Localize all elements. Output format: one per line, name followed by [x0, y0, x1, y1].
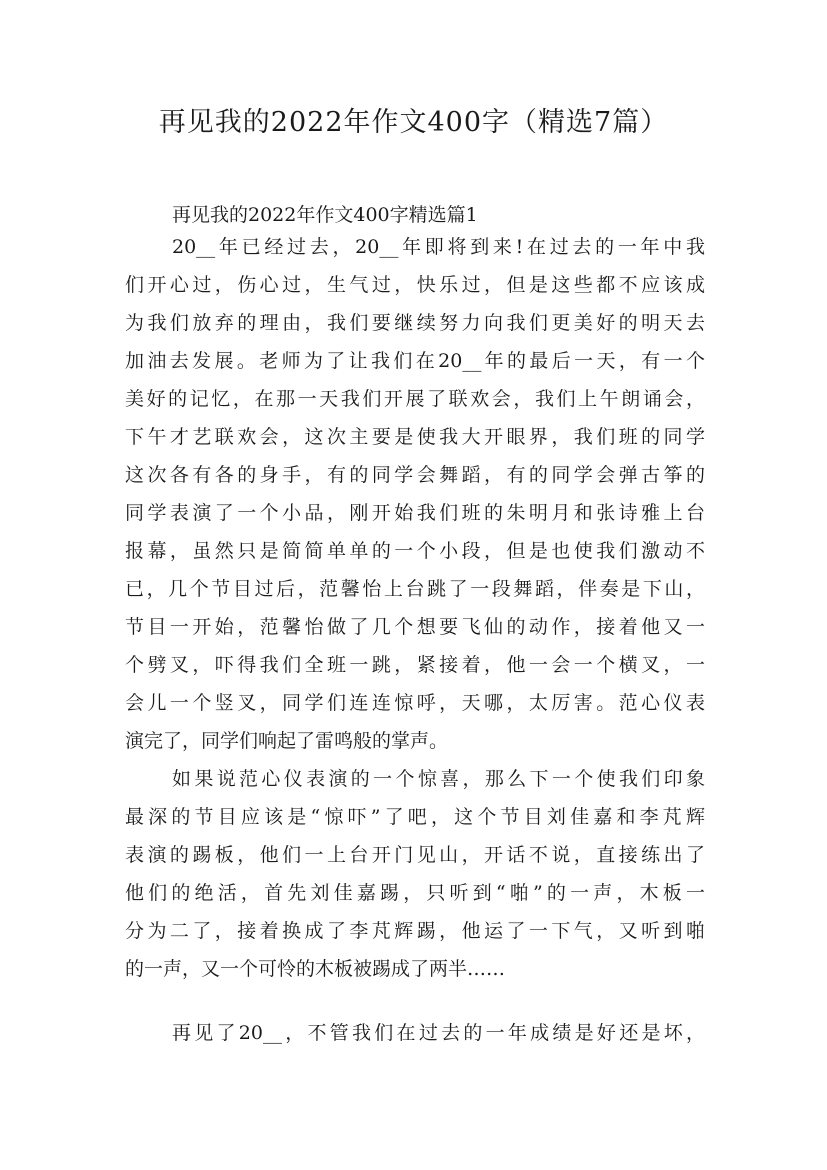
- paragraph-line: 为我们放弃的理由，我们要继续努力向我们更美好的明天去: [125, 312, 705, 334]
- paragraph-1: [125, 228, 705, 760]
- paragraph-line: 报幕，虽然只是简简单单的一个小段，但是也使我们激动不: [125, 540, 705, 562]
- paragraph-line: 们开心过，伤心过，生气过，快乐过，但是这些都不应该成: [125, 274, 705, 296]
- section-heading: 再见我的2022年作文400字精选篇1: [172, 204, 478, 226]
- paragraph-line: 个劈叉，吓得我们全班一跳，紧接着，他一会一个横叉，一: [125, 654, 705, 676]
- paragraph-line: 演完了，同学们响起了雷鸣般的掌声。: [125, 730, 449, 752]
- paragraph-line: 的一声，又一个可怜的木板被踢成了两半……: [125, 958, 506, 980]
- paragraph-line: 表演的踢板，他们一上台开门见山，开话不说，直接练出了: [125, 844, 705, 866]
- paragraph-line: 美好的记忆，在那一天我们开展了联欢会，我们上午朗诵会，: [125, 388, 705, 410]
- paragraph-line: 这次各有各的身手，有的同学会舞蹈，有的同学会弹古筝的: [125, 464, 705, 486]
- paragraph-line: 最深的节目应该是“惊吓”了吧，这个节目刘佳嘉和李芃辉: [125, 806, 705, 828]
- paragraph-line: 分为二了，接着换成了李芃辉踢，他运了一下气，又听到啪: [125, 920, 705, 942]
- document-title: 再见我的2022年作文400字（精选7篇）: [158, 107, 669, 138]
- paragraph-line: 会儿一个竖叉，同学们连连惊呼，天哪，太厉害。范心仪表: [125, 692, 705, 714]
- paragraph-2: [125, 760, 705, 988]
- paragraph-3: [125, 1014, 705, 1052]
- paragraph-line: 再见了20__，不管我们在过去的一年成绩是好还是坏，: [172, 1022, 705, 1044]
- paragraph-line: 20__年已经过去，20__年即将到来!在过去的一年中我: [172, 236, 705, 258]
- paragraph-line: 节目一开始，范馨怡做了几个想要飞仙的动作，接着他又一: [125, 616, 705, 638]
- paragraph-line: 下午才艺联欢会，这次主要是使我大开眼界，我们班的同学: [125, 426, 705, 448]
- paragraph-line: 加油去发展。老师为了让我们在20__年的最后一天，有一个: [125, 350, 705, 372]
- paragraph-line: 他们的绝活，首先刘佳嘉踢，只听到“啪”的一声，木板一: [125, 882, 705, 904]
- paragraph-line: 如果说范心仪表演的一个惊喜，那么下一个使我们印象: [172, 768, 705, 790]
- paragraph-line: 同学表演了一个小品，刚开始我们班的朱明月和张诗雅上台: [125, 502, 705, 524]
- paragraph-line: 已，几个节目过后，范馨怡上台跳了一段舞蹈，伴奏是下山，: [125, 578, 705, 600]
